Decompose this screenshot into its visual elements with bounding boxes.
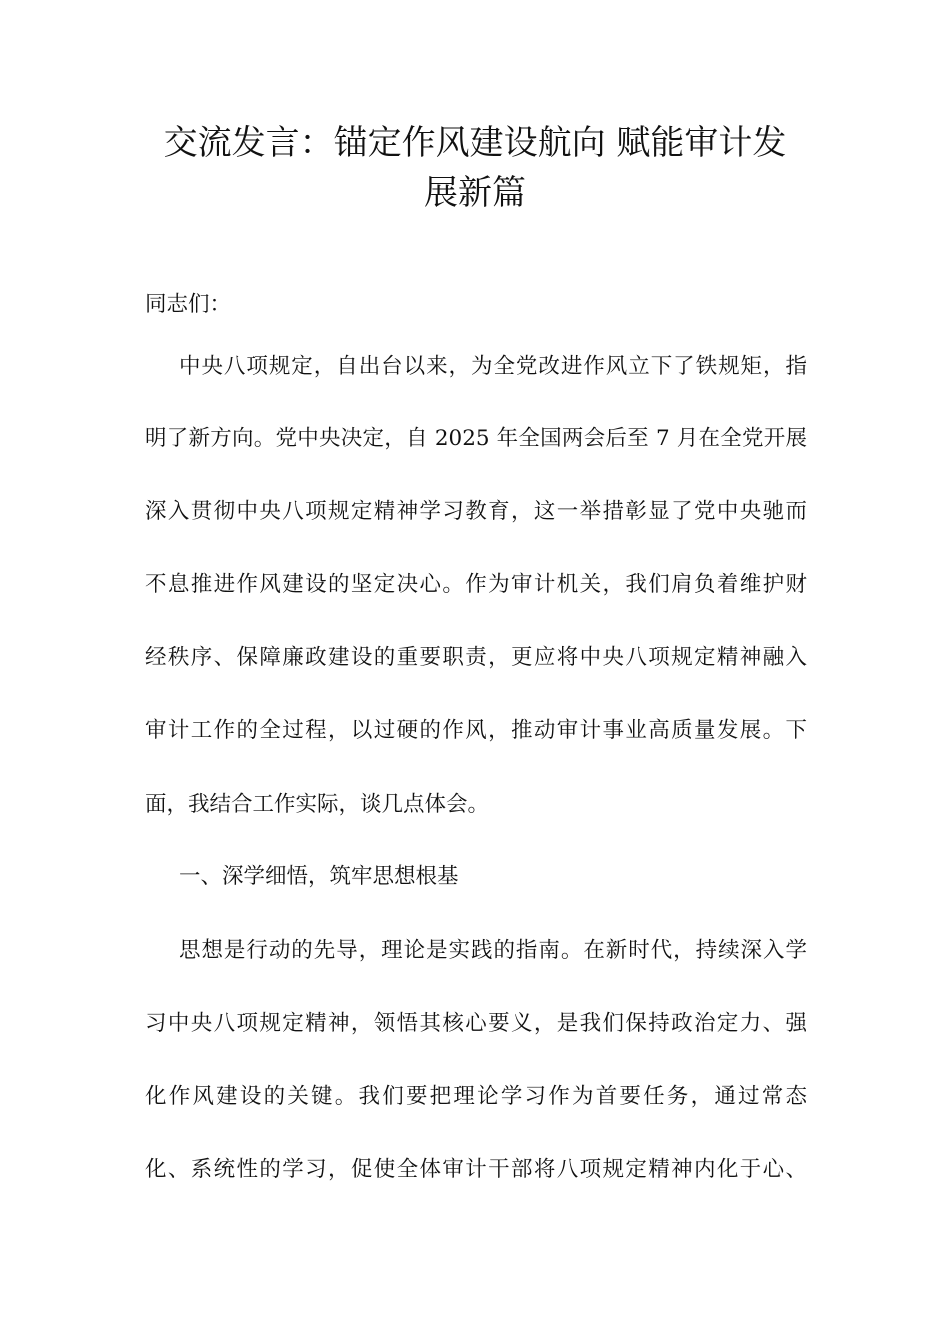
- paragraph-line: 习中央八项规定精神，领悟其核心要义，是我们保持政治定力、强: [145, 1011, 807, 1036]
- salutation: 同志们：: [145, 292, 232, 317]
- paragraph-line: 经秩序、保障廉政建设的重要职责，更应将中央八项规定精神融入: [145, 645, 807, 670]
- paragraph-line: 明了新方向。党中央决定，自 2025 年全国两会后至 7 月在全党开展: [145, 426, 807, 451]
- paragraph-line: 化、系统性的学习，促使全体审计干部将八项规定精神内化于心、: [145, 1157, 807, 1182]
- paragraph-line: 不息推进作风建设的坚定决心。作为审计机关，我们肩负着维护财: [145, 572, 807, 597]
- paragraph-line: 深入贯彻中央八项规定精神学习教育，这一举措彰显了党中央驰而: [145, 499, 807, 524]
- paragraph-line: 审计工作的全过程，以过硬的作风，推动审计事业高质量发展。下: [145, 718, 807, 743]
- paragraph-line: 思想是行动的先导，理论是实践的指南。在新时代，持续深入学: [179, 938, 807, 963]
- paragraph-line: 面，我结合工作实际，谈几点体会。: [145, 792, 490, 817]
- paragraph-line: 化作风建设的关键。我们要把理论学习作为首要任务，通过常态: [145, 1084, 807, 1109]
- document-title-line-1: 交流发言：锚定作风建设航向 赋能审计发: [163, 123, 787, 163]
- document-title-line-2: 展新篇: [424, 173, 526, 213]
- paragraph-line: 中央八项规定，自出台以来，为全党改进作风立下了铁规矩，指: [179, 354, 807, 379]
- section-heading: 一、深学细悟，筑牢思想根基: [179, 864, 459, 889]
